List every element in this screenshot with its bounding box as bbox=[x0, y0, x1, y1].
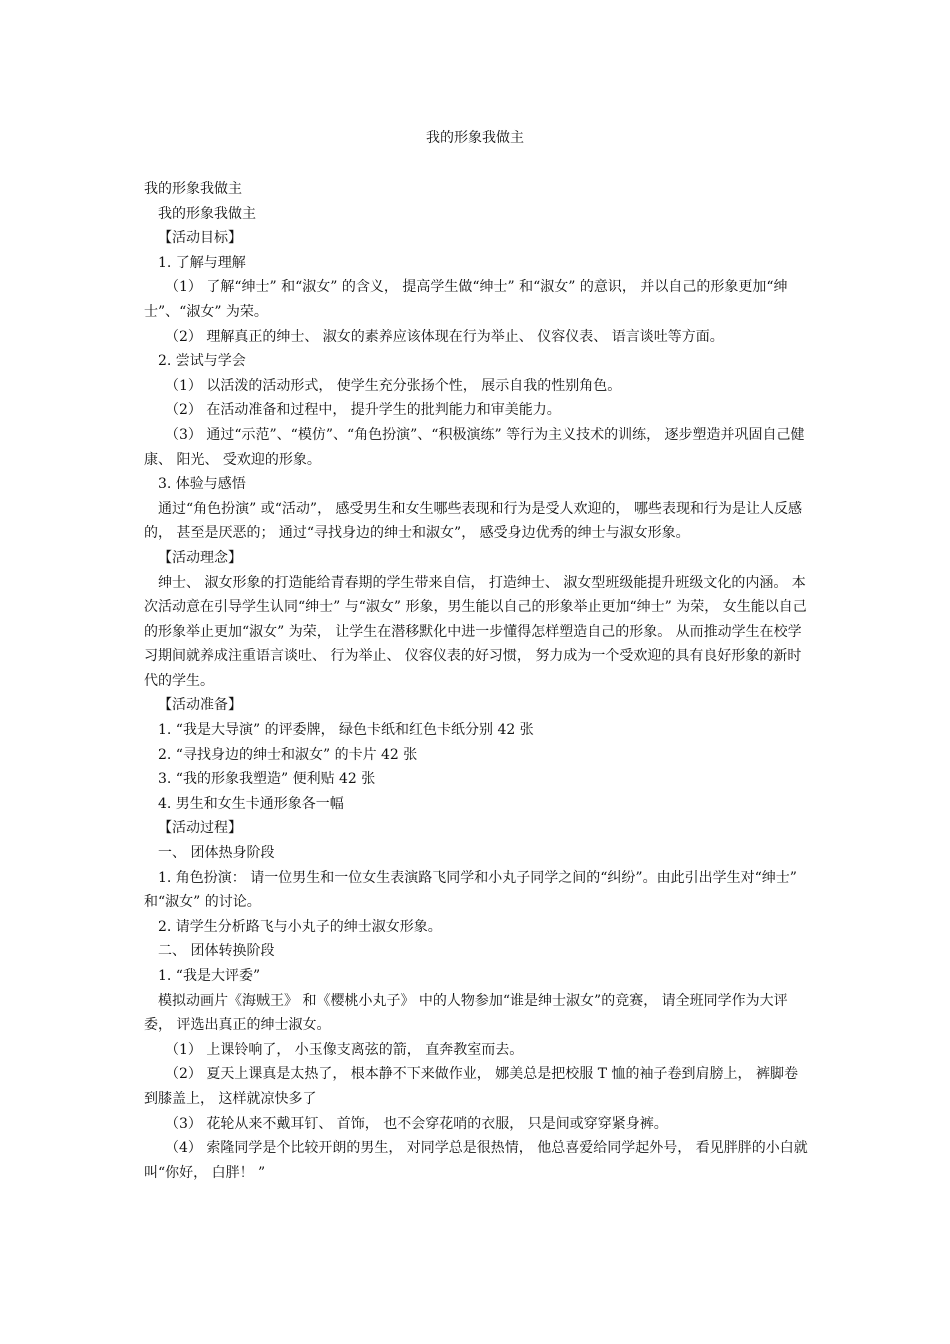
paragraph: 【活动目标】 bbox=[158, 230, 242, 247]
paragraph: 2. 请学生分析路飞与小丸子的绅士淑女形象。 bbox=[158, 918, 442, 935]
paragraph: （1） 上课铃响了， 小玉像支离弦的箭， 直奔教室而去。 bbox=[165, 1041, 524, 1058]
paragraph: 3. “我的形象我塑造” 便利贴 42 张 bbox=[158, 771, 376, 788]
paragraph: 2. “寻找身边的绅士和淑女” 的卡片 42 张 bbox=[158, 746, 418, 763]
paragraph: （1） 以活泼的活动形式， 使学生充分张扬个性， 展示自我的性别角色。 bbox=[165, 377, 622, 394]
paragraph: 绅士、 淑女形象的打造能给青春期的学生带来自信， 打造绅士、 淑女型班级能提升班级文化的内涵。 本次活动意在引导学生认同“绅士” 与“淑女” 形象，男生能以自己的形象举止更加“绅士” 为荣， 女生能以自己的形象举止更加“淑女” 为荣， 让学生在潜移默化中进一步懂得怎样塑造自己的形象。 从而推动学生在校学习期间就养成注重语言谈吐、 行为举止、 仪容仪表的好习惯， 努力成为一个受欢迎的具有良好形象的新时代的学生。 bbox=[144, 574, 807, 689]
paragraph: 我的形象我做主 bbox=[144, 181, 242, 197]
paragraph: 2. 尝试与学会 bbox=[158, 353, 246, 370]
paragraph: （2） 在活动准备和过程中， 提升学生的批判能力和审美能力。 bbox=[165, 402, 561, 419]
paragraph: 【活动准备】 bbox=[158, 697, 242, 714]
paragraph: 1. “我是大导演” 的评委牌， 绿色卡纸和红色卡纸分别 42 张 bbox=[158, 722, 534, 739]
paragraph: 通过“角色扮演” 或“活动”， 感受男生和女生哪些表现和行为是受人欢迎的， 哪些表现和行为是让人反感的， 甚至是厌恶的； 通过“寻找身边的绅士和淑女”， 感受身边优秀的绅士与淑女形象。 bbox=[144, 500, 802, 542]
document-body bbox=[144, 177, 808, 1185]
paragraph: 二、 团体转换阶段 bbox=[158, 943, 275, 960]
paragraph: 3. 体验与感悟 bbox=[158, 476, 246, 493]
page-title: 我的形象我做主 bbox=[426, 130, 524, 146]
paragraph: 【活动过程】 bbox=[158, 820, 242, 837]
paragraph: 【活动理念】 bbox=[158, 549, 242, 566]
paragraph: 1. 了解与理解 bbox=[158, 254, 246, 271]
paragraph: （1） 了解“绅士” 和“淑女” 的含义， 提高学生做“绅士” 和“淑女” 的意识， 并以自己的形象更加“绅士”、“淑女” 为荣。 bbox=[144, 279, 788, 320]
paragraph: （2） 理解真正的绅士、 淑女的素养应该体现在行为举止、 仪容仪表、 语言谈吐等方面。 bbox=[165, 328, 724, 345]
paragraph: 一、 团体热身阶段 bbox=[158, 845, 275, 862]
paragraph: （4） 索隆同学是个比较开朗的男生， 对同学总是很热情， 他总喜爱给同学起外号， 看见胖胖的小白就叫“你好， 白胖！ ” bbox=[144, 1140, 808, 1181]
paragraph: （3） 通过“示范”、“模仿”、“角色扮演”、“积极演练” 等行为主义技术的训练， 逐步塑造并巩固自己健康、 阳光、 受欢迎的形象。 bbox=[144, 426, 805, 468]
paragraph: （3） 花轮从来不戴耳钉、 首饰， 也不会穿花哨的衣服， 只是间或穿穿紧身裤。 bbox=[165, 1115, 668, 1132]
paragraph: 我的形象我做主 bbox=[158, 205, 256, 222]
paragraph: （2） 夏天上课真是太热了， 根本静不下来做作业， 娜美总是把校服 T 恤的袖子卷到肩膀上， 裤脚卷到膝盖上， 这样就凉快多了 bbox=[144, 1066, 798, 1107]
paragraph: 1. 角色扮演： 请一位男生和一位女生表演路飞同学和小丸子同学之间的“纠纷”。由此引出学生对“绅士” 和“淑女” 的讨论。 bbox=[144, 869, 797, 911]
paragraph: 1. “我是大评委” bbox=[158, 968, 261, 984]
paragraph: 模拟动画片《海贼王》 和《樱桃小丸子》 中的人物参加“谁是绅士淑女”的竞赛， 请全班同学作为大评委， 评选出真正的绅士淑女。 bbox=[144, 992, 788, 1034]
paragraph: 4. 男生和女生卡通形象各一幅 bbox=[158, 795, 344, 812]
